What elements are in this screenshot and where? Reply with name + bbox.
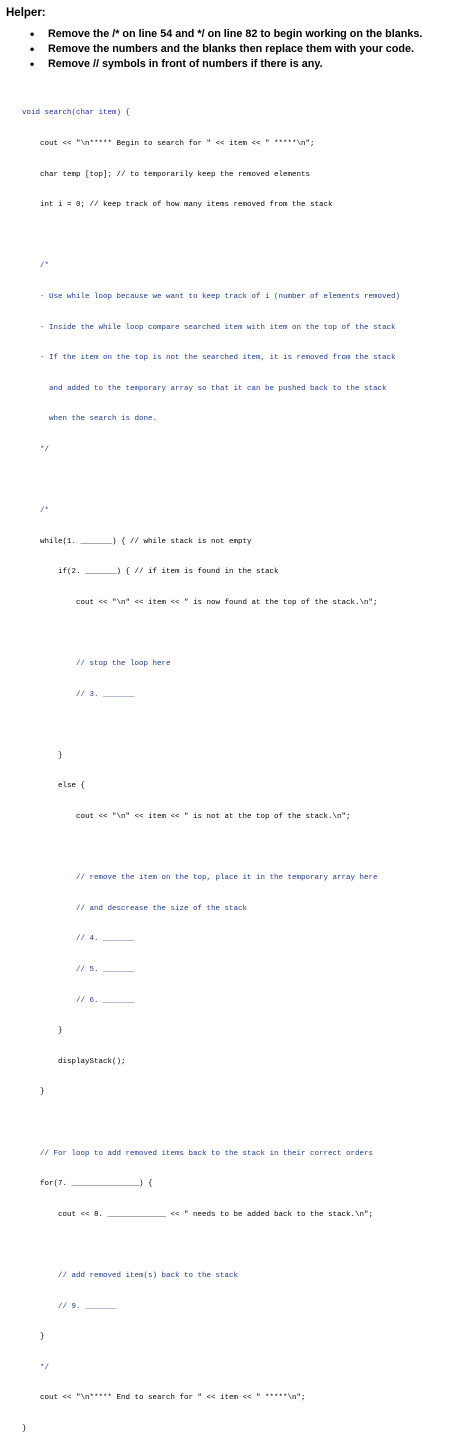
code-line: */	[40, 445, 50, 454]
code-line: for(7. _______________) {	[40, 1180, 153, 1189]
code-line: // 6. _______	[40, 996, 135, 1005]
code-line: displayStack();	[40, 1057, 126, 1066]
helper-bullet: • Remove // symbols in front of numbers if there is any.	[30, 57, 422, 72]
helper-bullet-list	[30, 27, 422, 72]
code-line: cout << "\n" << item << " is now found at the top of the stack.\n";	[40, 598, 378, 607]
code-line: if(2. _______) { // if item is found in the stack	[40, 568, 279, 577]
code-line: - Use while loop because we want to keep track of i (number of elements removed)	[40, 292, 401, 301]
code-line: // remove the item on the top, place it in the temporary array here	[40, 874, 378, 883]
code-line: void search(char item) {	[22, 109, 131, 118]
code-line: // 3. _______	[40, 690, 135, 699]
code-line: cout << 8. _____________ << " needs to be added back to the stack.\n";	[40, 1210, 374, 1219]
code-line: else {	[40, 782, 86, 791]
code-line: // and descrease the size of the stack	[40, 904, 248, 913]
code-line	[22, 1240, 470, 1250]
code-line	[22, 720, 470, 730]
code-line: // 4. _______	[40, 935, 135, 944]
code-line: }	[40, 1088, 45, 1097]
code-line: }	[40, 1333, 45, 1342]
code-line: and added to the temporary array so that it can be pushed back to the stack	[40, 384, 387, 393]
code-line: // 5. _______	[40, 966, 135, 975]
code-line: - Inside the while loop compare searched item with item on the top of the stack	[40, 323, 396, 332]
code-line: char temp [top]; // to temporarily keep the removed elements	[40, 170, 311, 179]
code-line: cout << "\n" << item << " is not at the top of the stack.\n";	[40, 813, 351, 822]
code-line	[22, 231, 470, 241]
helper-title: Helper:	[6, 7, 46, 19]
code-line: while(1. _______) { // while stack is not empty	[40, 537, 252, 546]
code-line: - If the item on the top is not the searched item, it is removed from the stack	[40, 354, 396, 363]
code-line: }	[40, 1027, 63, 1036]
helper-bullet: • Remove the /* on line 54 and */ on line 82 to begin working on the blanks.	[30, 27, 422, 42]
code-line: /*	[40, 507, 50, 516]
code-line: // 9. _______	[40, 1302, 117, 1311]
code-line: */	[40, 1363, 50, 1372]
helper-bullet: • Remove the numbers and the blanks then replace them with your code.	[30, 42, 422, 57]
code-line: when the search is done.	[40, 415, 158, 424]
code-line: // stop the loop here	[40, 660, 171, 669]
code-line	[22, 843, 470, 853]
code-line: cout << "\n***** Begin to search for " << item << " *****\n";	[40, 140, 315, 148]
code-line: // add removed item(s) back to the stack	[40, 1271, 239, 1280]
code-line: int i = 0; // keep track of how many items removed from the stack	[40, 201, 333, 210]
code-line: cout << "\n***** End to search for " << item << " *****\n";	[40, 1394, 306, 1403]
code-block	[22, 88, 470, 1444]
code-line: }	[22, 1424, 27, 1433]
code-line	[22, 629, 470, 639]
code-line: /*	[40, 262, 50, 271]
code-line	[22, 1118, 470, 1128]
code-line: }	[40, 751, 63, 760]
code-line	[22, 476, 470, 486]
code-line: // For loop to add removed items back to the stack in their correct orders	[40, 1149, 374, 1158]
